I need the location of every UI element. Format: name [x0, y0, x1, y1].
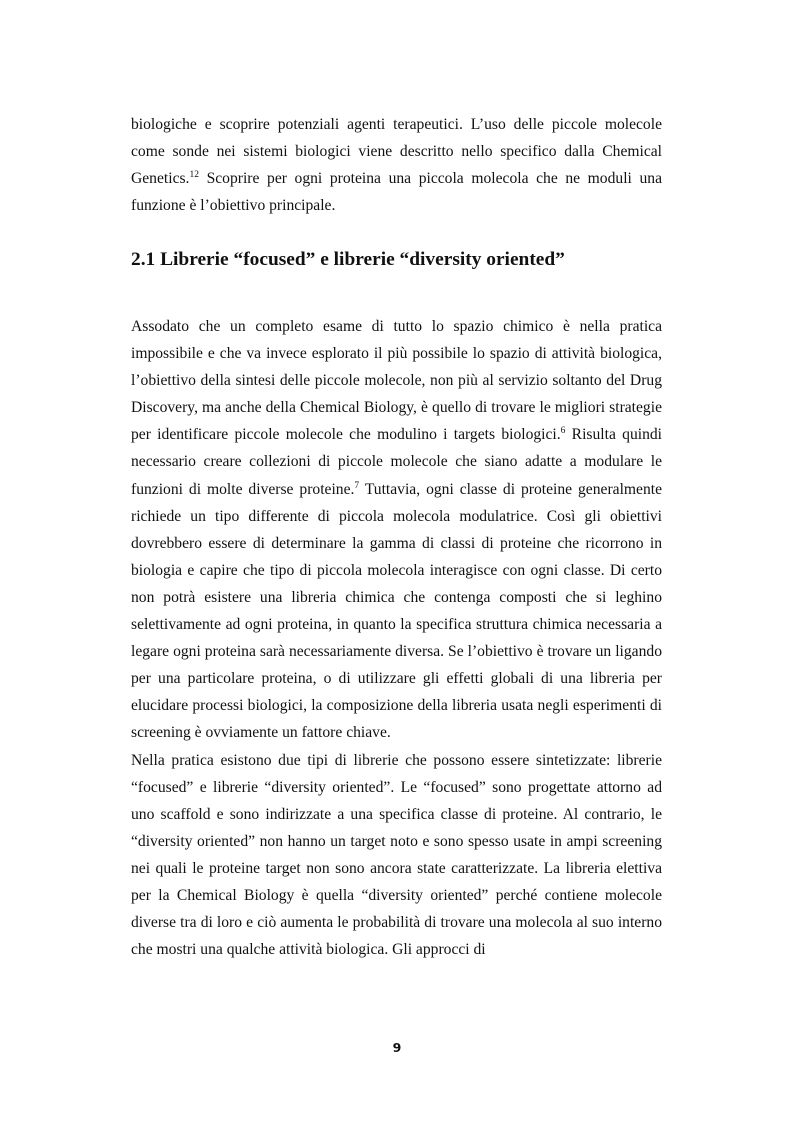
intro-paragraph [131, 111, 662, 219]
intro-text-2: Scoprire per ogni proteina una piccola molecola che ne moduli una funzione è l’obiettivo principale. [131, 170, 662, 215]
page-number: 9 [392, 1040, 402, 1055]
section-body [131, 313, 662, 963]
body-paragraph-2: Nella pratica esistono due tipi di librerie che possono essere sintetizzate: librerie “focused” e librerie “diversity oriented”. Le “focused” sono progettate attorno ad uno scaffold e sono indirizzate a una specifica classe di proteine. Al contrario, le “diversity oriented” non hanno un target noto e sono spesso usate in ampi screening nei quali le proteine target non sono ancora state caratterizzate. La libreria elettiva per la Chemical Biology è quella “diversity oriented” perché contiene molecole diverse tra di loro e ciò aumenta le probabilità di trovare una molecola al suo interno che mostri una qualche attività biologica. Gli approcci di [131, 751, 662, 959]
intro-text-1: biologiche e scoprire potenziali agenti terapeutici. L’uso delle piccole molecole come sonde nei sistemi biologici viene descritto nello specifico dalla Chemical Genetics. [131, 116, 662, 188]
para1-text-3: Tuttavia, ogni classe di proteine generalmente richiede un tipo differente di piccola molecola modulatrice. Così gli obiettivi dovrebbero essere di determinare la gamma di classi di proteine che ricorrono in biologia e capire che tipo di piccola molecola interagisce con ogni classe. Di certo non potrà esistere una libreria chimica che contenga composti che si leghino selettivamente ad ogni proteina, in quanto la specifica struttura chimica necessaria a legare ogni proteina sarà necessariamente diversa. Se l’obiettivo è trovare un ligando per una particolare proteina, o di utilizzare gli effetti globali di una libreria per elucidare processi biologici, la composizione della libreria usata negli esperimenti di screening è ovviamente un fattore chiave. [131, 480, 662, 742]
body-paragraph-1 [131, 313, 662, 747]
para1-text-2: Risulta quindi necessario creare collezioni di piccole molecole che siano adatte a modulare le funzioni di molte diverse proteine. [131, 426, 662, 498]
footnote-ref-6: 6 [560, 426, 566, 437]
section-heading: 2.1 Librerie “focused” e librerie “diversity oriented” [131, 249, 565, 270]
footnote-ref-7: 7 [354, 480, 360, 491]
para1-text-1: Assodato che un completo esame di tutto lo spazio chimico è nella pratica impossibile e che va invece esplorato il più possibile lo spazio di attività biologica, l’obiettivo della sintesi delle piccole molecole, non più al servizio soltanto del Drug Discovery, ma anche della Chemical Biology, è quello di trovare le migliori strategie per identificare piccole molecole che modulino i targets biologici. [131, 318, 662, 444]
footnote-ref-12: 12 [189, 170, 199, 181]
